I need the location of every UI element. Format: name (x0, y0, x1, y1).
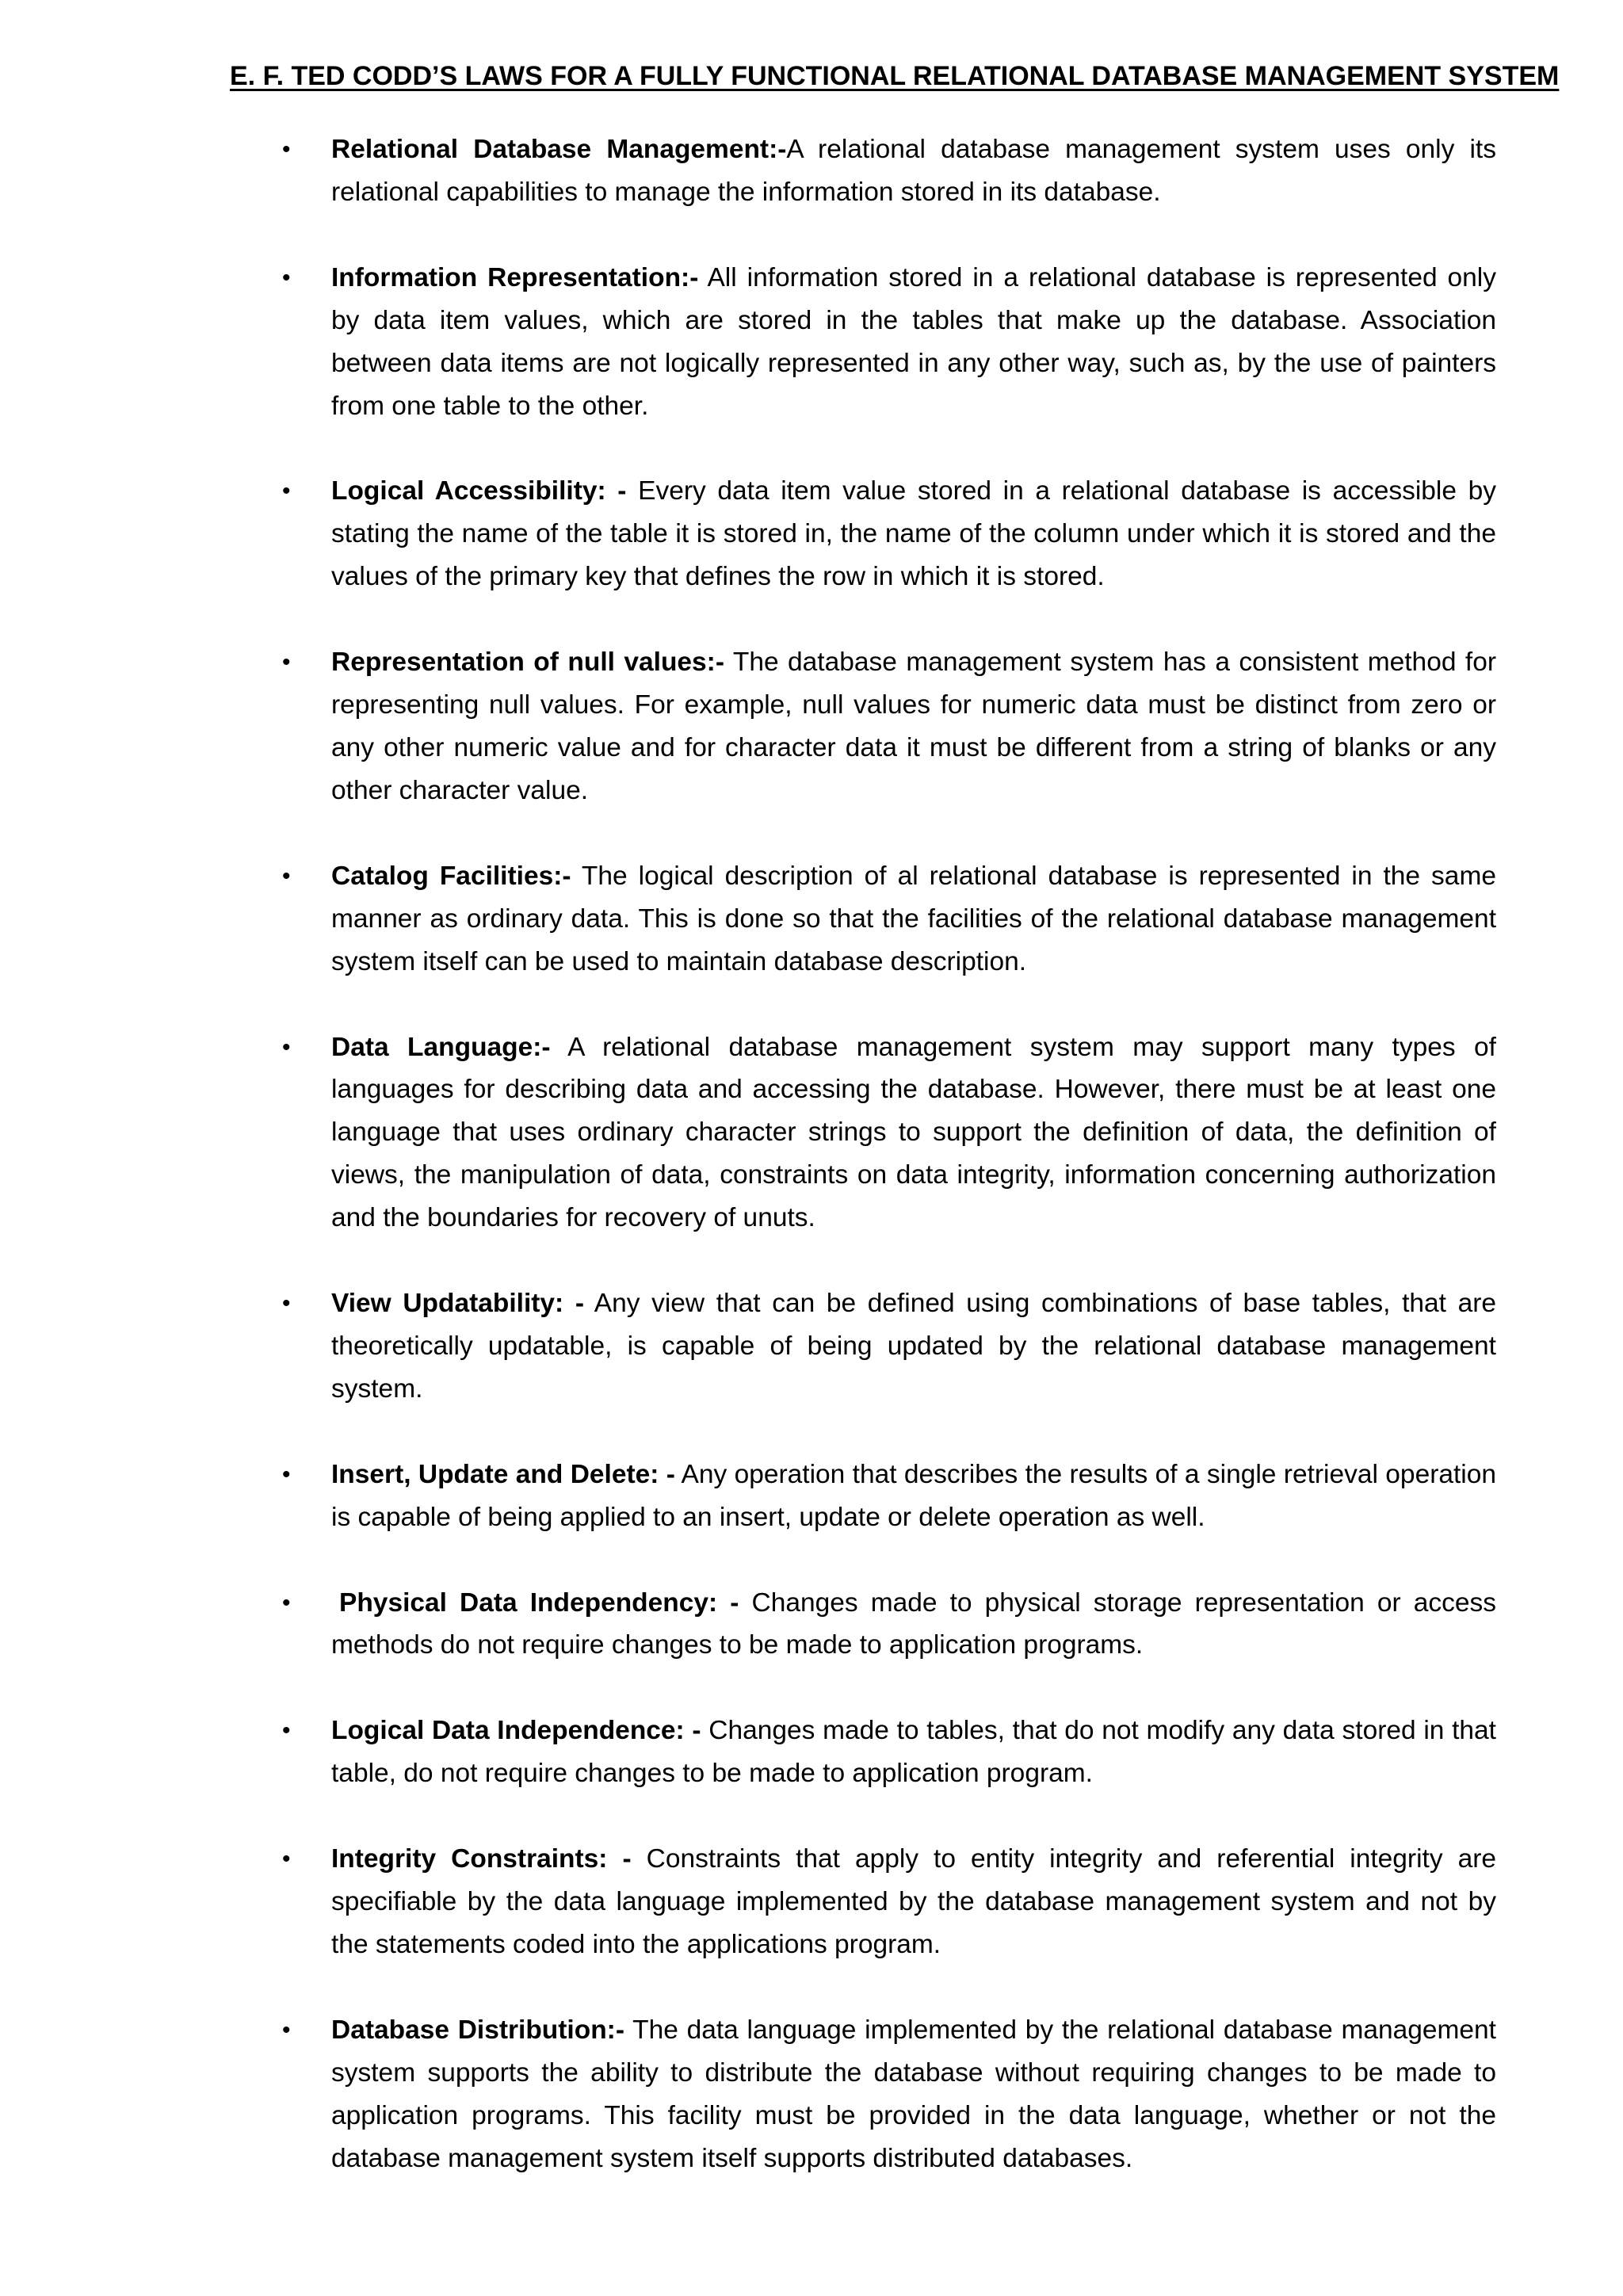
law-item-logical-data-independence (282, 1710, 1496, 1795)
law-item-information-representation (282, 257, 1496, 428)
law-item-catalog-facilities (282, 855, 1496, 984)
law-name: View Updatability: - (331, 1289, 584, 1319)
law-name: Physical Data Independency: - (339, 1587, 739, 1618)
bullet-icon: • (282, 2016, 291, 2043)
law-name: Catalog Facilities:- (331, 861, 571, 891)
law-item-view-updatability (282, 1282, 1497, 1411)
law-name: Relational Database Management:- (331, 135, 787, 164)
bullet-icon: • (282, 1461, 291, 1488)
law-description: The logical description of al relational database is represented in the same manner as ordinary data. This is done so that the facilities of the relational database management system itself can be used to maintain database description. (331, 861, 1496, 976)
codd-laws-list (282, 128, 1497, 2223)
law-name: Data Language:- (331, 1032, 551, 1062)
law-description: The data language implemented by the relational database management system supports the ability to distribute the database without requiring changes to be made to application programs. This facility must be provided in the data language, whether or not the database management system itself supports distributed databases. (331, 2015, 1496, 2173)
bullet-icon: • (282, 1717, 291, 1744)
law-name: Logical Data Independence: - (331, 1716, 701, 1746)
document-title: E. F. TED CODD’S LAWS FOR A FULLY FUNCTIONAL RELATIONAL DATABASE MANAGEMENT SYSTEM (230, 61, 1560, 91)
law-description: Any view that can be defined using combinations of base tables, that are theoretically updatable, is capable of being updated by the relational database management system. (331, 1289, 1497, 1404)
bullet-icon: • (282, 862, 291, 889)
bullet-icon: • (282, 1033, 291, 1060)
law-item-data-language (282, 1026, 1496, 1240)
bullet-icon: • (282, 478, 291, 505)
law-item-representation-of-null-values (282, 641, 1497, 812)
law-item-physical-data-independency (282, 1582, 1496, 1668)
law-name: Integrity Constraints: - (331, 1844, 632, 1874)
law-description: A relational database management system may support many types of languages for describing data and accessing the database. However, there must be at least one language that uses ordinary character strings to support the definition of data, the definition of views, the manipulation of data, constraints on data integrity, information concerning authorization and the boundaries for recovery of unuts. (331, 1032, 1496, 1233)
bullet-icon: • (282, 136, 291, 162)
law-name: Information Representation:- (331, 262, 699, 292)
bullet-icon: • (282, 264, 291, 291)
law-item-insert-update-delete (282, 1454, 1496, 1539)
bullet-icon: • (282, 1846, 291, 1873)
bullet-icon: • (282, 1589, 291, 1616)
law-description: The database management system has a consistent method for representing null values. For example, null values for numeric data must be distinct from zero or any other numeric value and for character data it must be different from a string of blanks or any other character value. (331, 648, 1497, 805)
law-description: Constraints that apply to entity integrity and referential integrity are specifiable by the data language implemented by the database management system and not by the statements coded into the applications program. (331, 1844, 1496, 1959)
bullet-icon: • (282, 1290, 291, 1317)
law-item-relational-database-management (282, 128, 1496, 214)
law-description: Changes made to tables, that do not modify any data stored in that table, do not require changes to be made to application program. (331, 1716, 1496, 1789)
law-description: Changes made to physical storage representation or access methods do not require changes to be made to application programs. (331, 1587, 1496, 1660)
bullet-icon: • (282, 649, 291, 676)
law-name: Database Distribution:- (331, 2015, 624, 2045)
law-item-integrity-constraints (282, 1838, 1496, 1966)
law-description: All information stored in a relational database is represented only by data item values, which are stored in the tables that make up the database. Association between data items are not logically represented in any other way, such as, by the use of painters from one table to the other. (331, 262, 1496, 421)
law-item-logical-accessibility (282, 470, 1497, 598)
law-description: A relational database management system uses only its relational capabilities to manage the information stored in its database. (331, 135, 1496, 207)
law-description: Every data item value stored in a relational database is accessible by stating the name of the table it is stored in, the name of the column under which it is stored and the values of the primary key that defines the row in which it is stored. (331, 476, 1497, 592)
law-name: Logical Accessibility: - (331, 476, 627, 506)
law-name: Insert, Update and Delete: - (331, 1459, 675, 1489)
law-item-database-distribution (282, 2009, 1496, 2180)
law-name: Representation of null values:- (331, 648, 724, 678)
law-description: Any operation that describes the results of a single retrieval operation is capable of being applied to an insert, update or delete operation as well. (331, 1459, 1496, 1532)
